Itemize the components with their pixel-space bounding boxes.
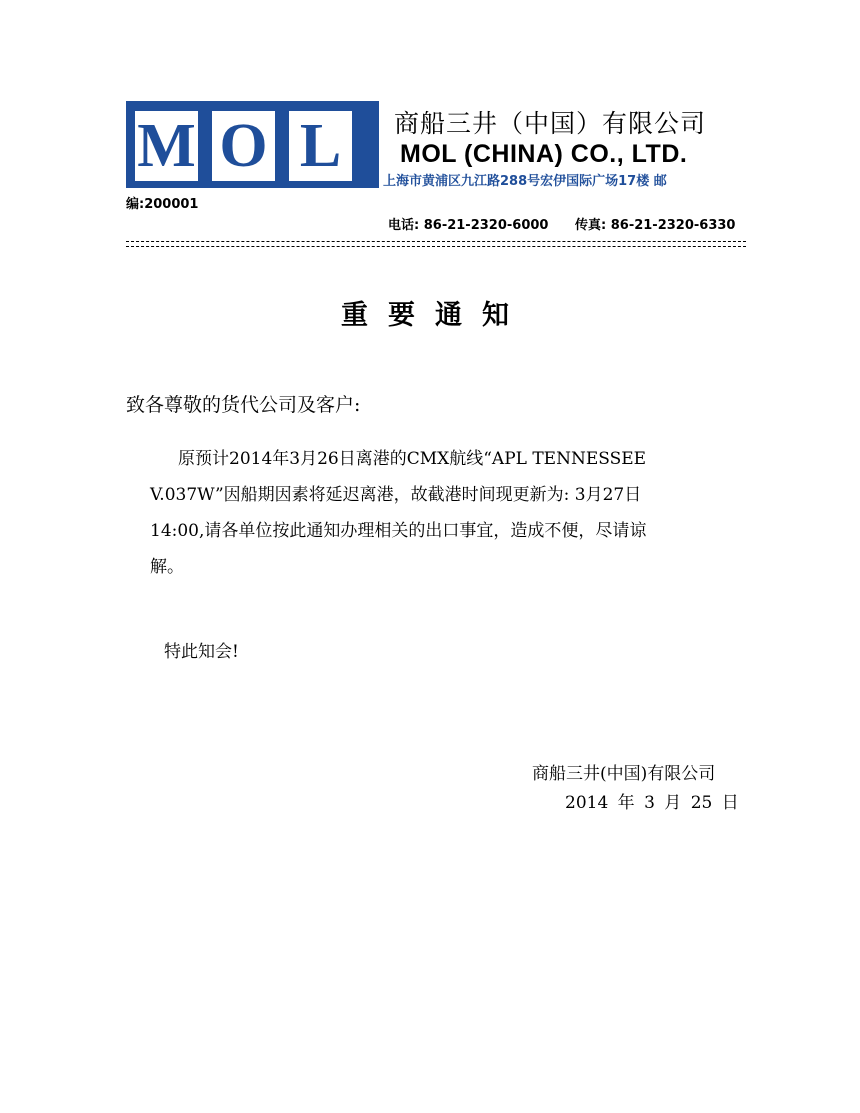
company-address: 上海市黄浦区九江路288号宏伊国际广场17楼 邮	[383, 174, 667, 189]
contact-info	[388, 214, 757, 233]
closing-remark: 特此知会!	[164, 642, 239, 662]
mol-logo	[126, 101, 379, 188]
fax-number: 传真: 86-21-2320-6330	[575, 218, 736, 233]
signature: 商船三井(中国)有限公司	[532, 764, 716, 784]
header-divider	[126, 246, 746, 247]
body-line: 14:00,请各单位按此通知办理相关的出口事宜，造成不便，尽请谅	[150, 521, 647, 541]
logo-letter-o: O	[212, 111, 275, 181]
logo-letter-m: M	[135, 111, 198, 181]
company-name-cn: 商船三井（中国）有限公司	[394, 109, 707, 138]
notice-date: 2014 年 3 月 25 日	[565, 793, 739, 813]
body-line: 解。	[150, 557, 184, 577]
body-line: V.037W”因船期因素将延迟离港，故截港时间现更新为: 3月27日	[150, 485, 642, 505]
logo-letter-l: L	[289, 111, 352, 181]
phone-number: 电话: 86-21-2320-6000	[388, 218, 549, 233]
header-divider	[126, 241, 746, 242]
company-name-en: MOL (CHINA) CO., LTD.	[400, 140, 688, 168]
postcode: 编:200001	[126, 197, 199, 212]
salutation: 致各尊敬的货代公司及客户:	[126, 394, 361, 416]
body-line: 原预计2014年3月26日离港的CMX航线“APL TENNESSEE	[178, 449, 647, 469]
notice-title: 重要通知	[341, 300, 529, 331]
notice-body	[150, 441, 730, 585]
